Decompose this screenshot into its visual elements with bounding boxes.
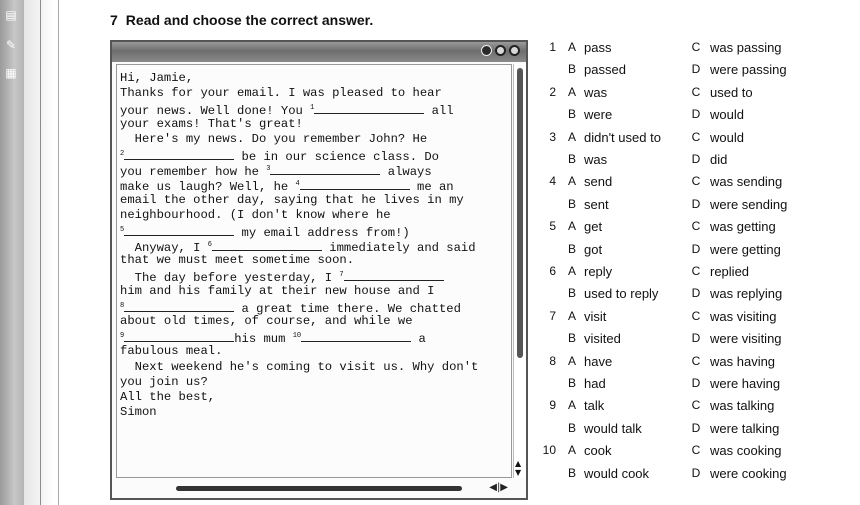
option-letter: D [691, 420, 701, 435]
option-letter: A [567, 353, 576, 368]
option-a[interactable]: was [584, 84, 608, 100]
email-line [120, 71, 507, 86]
question-row [540, 62, 860, 82]
email-text-segment: his mum [234, 332, 293, 347]
answer-blank[interactable] [212, 240, 322, 251]
option-letter: B [567, 331, 576, 346]
email-line [120, 132, 507, 147]
option-d[interactable]: were cooking [710, 465, 787, 481]
option-letter: C [691, 84, 701, 99]
answer-blank[interactable] [301, 331, 411, 342]
option-b[interactable]: visited [584, 331, 621, 347]
option-letter: D [691, 152, 701, 166]
answer-blank[interactable] [344, 270, 444, 281]
email-line [120, 375, 507, 390]
question-number: 4 [549, 174, 556, 189]
option-letter: D [691, 376, 701, 390]
option-letter: C [691, 129, 701, 144]
gap-number: 9 [120, 332, 125, 341]
option-a[interactable]: have [584, 353, 613, 369]
option-d[interactable]: were passing [710, 62, 787, 78]
email-text-segment: Simon [120, 405, 157, 420]
email-text-segment: him and his family at their new house and I [120, 283, 435, 298]
gap-number: 10 [292, 332, 302, 341]
option-a[interactable]: talk [584, 398, 605, 414]
email-line [120, 253, 507, 268]
email-line [120, 86, 507, 101]
email-text-segment: email the other day, saying that he lives in my [120, 192, 464, 207]
email-text-segment: always [380, 165, 432, 180]
option-letter: C [691, 308, 701, 323]
option-b[interactable]: passed [584, 62, 626, 78]
option-letter: D [691, 286, 701, 301]
option-c[interactable]: was talking [710, 398, 775, 414]
question-number: 7 [549, 308, 556, 323]
option-a[interactable]: pass [584, 40, 612, 55]
question-row [540, 443, 860, 463]
question-row [540, 264, 860, 284]
question-row [540, 466, 860, 486]
email-text-segment: Next weekend he's coming to visit us. Why don't [120, 359, 479, 374]
option-d[interactable]: were having [710, 376, 781, 391]
email-text-segment: Anyway, I [120, 241, 208, 256]
email-line [120, 147, 507, 162]
email-text-segment: all [424, 104, 454, 119]
email-text-segment: you join us? [120, 374, 208, 389]
email-line [120, 344, 507, 359]
email-line [120, 390, 507, 405]
option-letter: B [567, 376, 576, 390]
option-d[interactable]: were getting [710, 241, 781, 257]
edit-icon[interactable]: ✎ [5, 38, 17, 52]
email-text-segment: Here's my news. Do you remember John? He [120, 131, 428, 146]
page-edge-line [58, 0, 59, 505]
email-text-segment: me an [409, 180, 454, 195]
email-text-segment: you remember how he [120, 165, 267, 180]
email-line [120, 193, 507, 208]
window-titlebar [112, 42, 526, 62]
window-control-icon[interactable] [481, 45, 492, 56]
option-letter: D [691, 241, 701, 256]
gap-number: 1 [310, 104, 315, 113]
email-text-segment: a [411, 332, 426, 347]
option-c[interactable]: was sending [710, 174, 783, 190]
option-a[interactable]: reply [584, 264, 613, 279]
option-letter: B [567, 107, 576, 122]
viewer-sidebar [0, 0, 25, 505]
email-line [120, 238, 507, 256]
option-b[interactable]: was [584, 152, 608, 167]
email-line [120, 117, 507, 132]
gap-number: 6 [207, 241, 212, 250]
email-text-segment: your exams! That's great! [120, 116, 303, 131]
option-letter: A [567, 308, 576, 323]
email-text-segment: that we must meet sometime soon. [120, 253, 355, 268]
email-line [120, 177, 507, 195]
option-d[interactable]: were visiting [710, 331, 782, 347]
email-line [120, 208, 507, 223]
answer-blank[interactable] [124, 301, 234, 312]
option-letter: B [567, 62, 576, 77]
answer-blank[interactable] [124, 149, 234, 160]
page-edge-shadow [24, 0, 100, 505]
question-row [540, 219, 860, 239]
option-letter: D [691, 107, 701, 122]
email-text [120, 71, 507, 420]
option-a[interactable]: visit [584, 308, 607, 324]
email-text-segment: your news. Well done! You [120, 104, 311, 119]
exercise-instruction: Read and choose the correct answer. [125, 12, 374, 28]
option-letter: A [567, 84, 576, 99]
question-row [540, 309, 860, 329]
option-letter: A [567, 264, 576, 278]
option-b[interactable]: would cook [584, 465, 650, 481]
option-letter: A [567, 40, 576, 54]
option-c[interactable]: replied [710, 264, 750, 279]
window-control-icon[interactable] [509, 45, 520, 56]
option-letter: D [691, 331, 701, 346]
option-letter: B [567, 196, 576, 211]
question-row [540, 174, 860, 194]
question-number: 10 [542, 443, 556, 458]
email-line [120, 329, 507, 347]
option-d[interactable]: did [710, 152, 728, 167]
answer-blank[interactable] [314, 103, 424, 114]
option-letter: C [691, 40, 701, 54]
scroll-up-icon[interactable]: ▲ [515, 459, 522, 468]
email-line [120, 284, 507, 299]
question-row [540, 197, 860, 217]
question-number: 5 [549, 219, 556, 234]
email-text-segment: be in our science class. Do [234, 149, 439, 164]
option-letter: D [691, 62, 701, 77]
email-text-segment: fabulous meal. [120, 344, 223, 359]
option-d[interactable]: were talking [710, 420, 780, 436]
email-line [120, 314, 507, 329]
question-number: 2 [549, 84, 556, 99]
question-number: 9 [549, 398, 556, 413]
option-letter: A [567, 219, 576, 234]
answer-blank[interactable] [124, 225, 234, 236]
option-letter: A [567, 174, 576, 189]
option-c[interactable]: was passing [710, 40, 782, 55]
email-line [120, 162, 507, 180]
gap-number: 4 [295, 180, 300, 189]
question-row [540, 331, 860, 351]
option-a[interactable]: didn't used to [584, 129, 661, 145]
option-a[interactable]: get [584, 219, 603, 235]
option-a[interactable]: send [584, 174, 613, 190]
vertical-scrollbar[interactable] [513, 64, 526, 478]
email-text-segment: The day before yesterday, I [120, 271, 340, 286]
email-text-segment: my email address from!) [234, 225, 410, 240]
gap-number: 3 [266, 165, 271, 174]
email-text-segment: about old times, of course, and while we [120, 314, 413, 328]
option-letter: D [691, 465, 701, 480]
gap-number: 8 [120, 301, 125, 310]
question-row [540, 354, 860, 374]
question-number: 3 [549, 129, 556, 144]
question-row [540, 40, 860, 60]
email-text-segment: immediately and said [321, 241, 476, 256]
option-b[interactable]: were [584, 107, 613, 123]
exercise-number: 7 [110, 12, 118, 28]
option-letter: B [567, 241, 576, 256]
email-window [110, 40, 528, 500]
gap-number: 7 [339, 271, 344, 280]
option-letter: C [691, 353, 701, 368]
question-row [540, 85, 860, 105]
question-number: 6 [549, 264, 556, 278]
option-b[interactable]: would talk [584, 420, 642, 436]
option-letter: C [691, 264, 701, 278]
horizontal-scrollbar[interactable] [116, 482, 512, 496]
option-d[interactable]: were sending [710, 196, 788, 212]
option-letter: D [691, 196, 701, 211]
question-row [540, 107, 860, 127]
layers-icon[interactable]: ▦ [5, 66, 17, 80]
email-text-segment: a great time there. We chatted [234, 301, 461, 316]
answer-blank[interactable] [300, 179, 410, 190]
scroll-thumb[interactable] [517, 68, 523, 358]
option-c[interactable]: was getting [710, 219, 776, 235]
question-row [540, 130, 860, 150]
email-line [120, 299, 507, 314]
email-line [120, 268, 507, 286]
option-b[interactable]: got [584, 241, 603, 257]
option-letter: C [691, 398, 701, 413]
email-line [120, 360, 507, 375]
option-b[interactable]: used to reply [584, 286, 659, 302]
exercise-heading [110, 12, 373, 28]
option-b[interactable]: sent [584, 196, 609, 212]
option-letter: A [567, 443, 576, 458]
question-row [540, 376, 860, 396]
email-line [120, 405, 507, 420]
option-letter: B [567, 465, 576, 480]
gap-number: 5 [120, 225, 125, 234]
scroll-down-icon[interactable]: ▼ [515, 468, 522, 477]
question-number: 8 [549, 353, 556, 368]
email-line [120, 101, 507, 119]
option-letter: A [567, 398, 576, 413]
email-text-segment: All the best, [120, 389, 216, 404]
email-text-segment: neighbourhood. (I don't know where he [120, 207, 391, 222]
scroll-arrows-icon[interactable]: ◀|▶ [489, 482, 508, 493]
scroll-track[interactable] [176, 486, 462, 491]
option-letter: C [691, 443, 701, 458]
question-row [540, 286, 860, 306]
option-letter: B [567, 286, 576, 301]
option-a[interactable]: cook [584, 443, 612, 459]
email-text-segment: make us laugh? Well, he [120, 180, 296, 195]
question-row [540, 152, 860, 172]
option-d[interactable]: would [710, 107, 744, 123]
email-text-segment: Hi, Jamie, [120, 71, 194, 85]
option-letter: C [691, 219, 701, 234]
option-b[interactable]: had [584, 376, 606, 391]
question-row [540, 421, 860, 441]
answer-blank[interactable] [124, 331, 234, 342]
option-letter: A [567, 129, 576, 144]
question-row [540, 398, 860, 418]
option-letter: B [567, 420, 576, 435]
option-c[interactable]: was cooking [710, 443, 782, 459]
option-c[interactable]: was having [710, 353, 776, 369]
option-c[interactable]: was visiting [710, 308, 777, 324]
window-control-icon[interactable] [495, 45, 506, 56]
email-body [116, 64, 512, 478]
option-c[interactable]: used to [710, 84, 753, 100]
question-number: 1 [549, 40, 556, 54]
option-d[interactable]: was replying [710, 286, 783, 302]
email-text-segment: Thanks for your email. I was pleased to hear [120, 86, 442, 101]
option-letter: B [567, 152, 576, 166]
page-edge-line [40, 0, 41, 505]
option-c[interactable]: would [710, 129, 744, 145]
option-letter: C [691, 174, 701, 189]
question-row [540, 242, 860, 262]
gap-number: 2 [120, 149, 125, 158]
document-icon[interactable]: ▤ [5, 8, 17, 22]
email-line [120, 223, 507, 238]
answer-blank[interactable] [270, 164, 380, 175]
